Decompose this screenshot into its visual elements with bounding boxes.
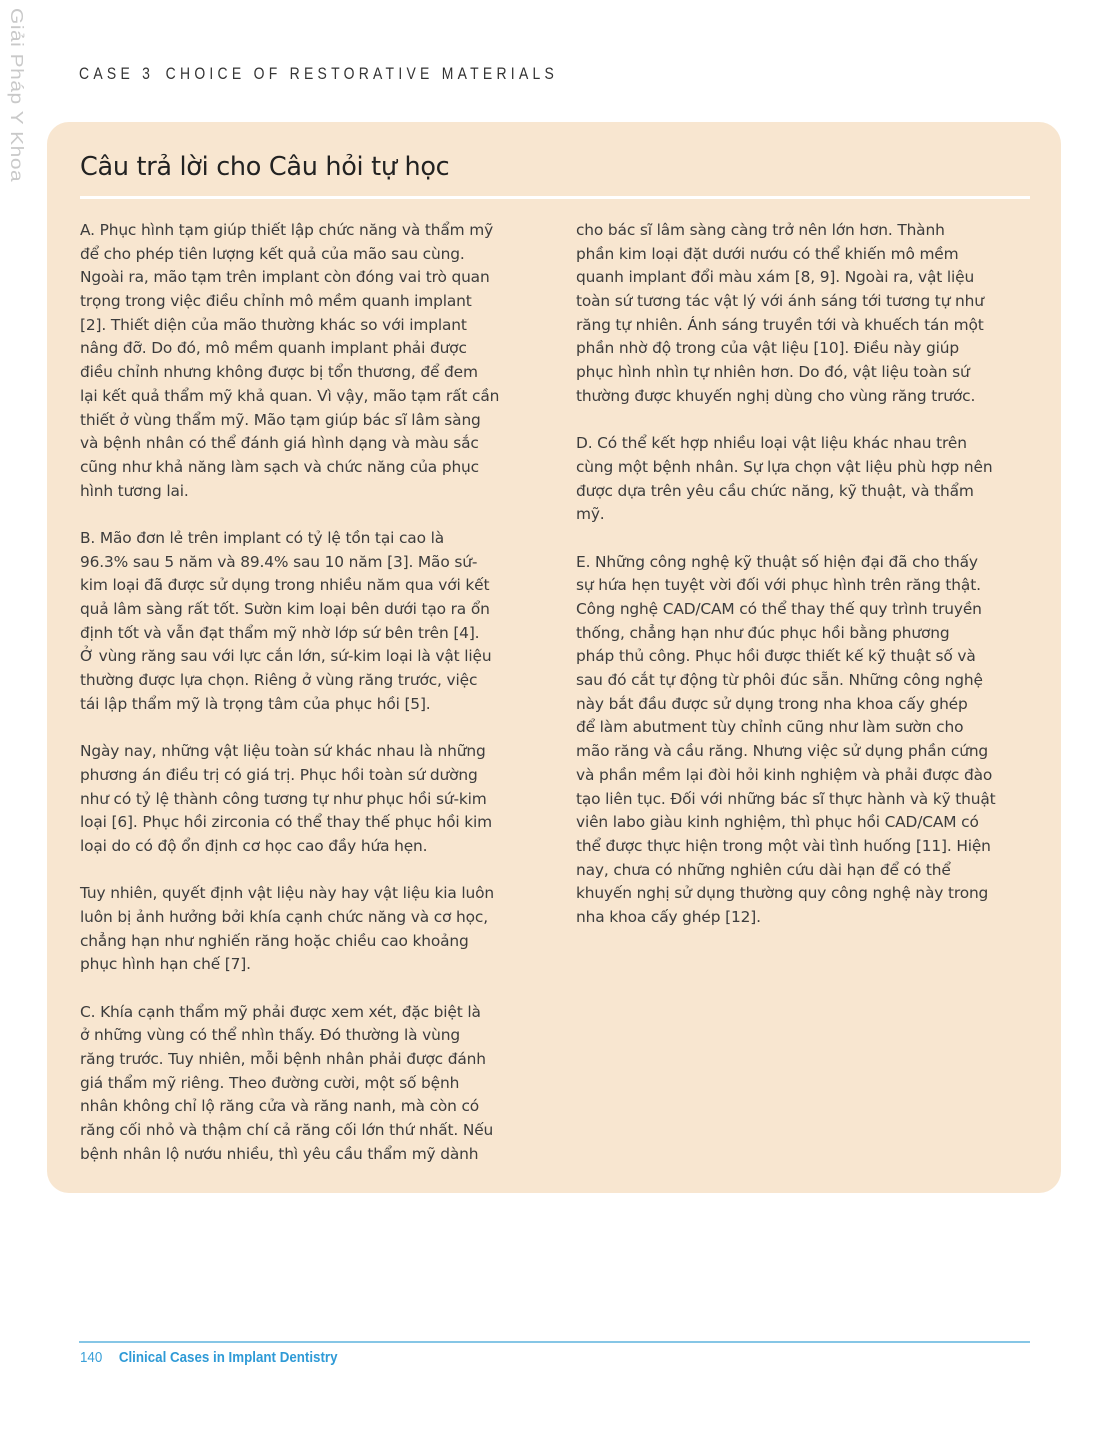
text-line: phần nhờ độ trong của vật liệu [10]. Điều này giúp [576, 339, 959, 358]
text-line: để làm abutment tùy chỉnh cũng như làm sườn cho [576, 718, 964, 737]
text-line: B. Mão đơn lẻ trên implant có tỷ lệ tồn tại cao là [80, 528, 444, 547]
text-line: Ngày nay, những vật liệu toàn sứ khác nhau là những [80, 742, 486, 761]
text-line: cùng một bệnh nhân. Sự lựa chọn vật liệu phù hợp nên [576, 457, 993, 476]
text-line: cho bác sĩ lâm sàng càng trở nên lớn hơn. Thành [576, 221, 945, 239]
text-line: và bệnh nhân có thể đánh giá hình dạng và màu sắc [80, 434, 479, 453]
page-number: 140 [80, 1350, 103, 1366]
text-line: toàn sứ tương tác vật lý với ánh sáng tới tương tự như [576, 292, 984, 311]
heading-divider [80, 196, 1030, 199]
text-line: loại do có độ ổn định cơ học cao đầy hứa hẹn. [80, 836, 428, 855]
text-line: mỹ. [576, 505, 605, 524]
text-line: phần kim loại đặt dưới nướu có thể khiến mô mềm [576, 244, 959, 263]
text-line: phục hình nhìn tự nhiên hơn. Do đó, vật liệu toàn sứ [576, 363, 970, 382]
text-line: ở những vùng có thể nhìn thấy. Đó thường là vùng [80, 1026, 460, 1045]
text-line: pháp thủ công. Phục hồi được thiết kế kỹ thuật số và [576, 647, 976, 666]
text-line: khuyến nghị sử dụng thường quy công nghệ này trong [576, 884, 989, 903]
text-line: A. Phục hình tạm giúp thiết lập chức năng và thẩm mỹ [80, 221, 494, 239]
text-line: thống, chẳng hạn như đúc phục hồi bằng phương [576, 623, 950, 642]
answer-box-heading: Câu trả lời cho Câu hỏi tự học [80, 152, 450, 182]
text-line: chẳng hạn như nghiến răng hoặc chiều cao khoảng [80, 931, 469, 950]
paragraph [80, 740, 550, 858]
text-line: hình tương lai. [80, 481, 189, 500]
paragraph [576, 551, 1046, 930]
right-column [576, 219, 1046, 953]
text-line: viên labo giàu kinh nghiệm, thì phục hồi CAD/CAM có [576, 813, 979, 832]
text-line: kim loại đã được sử dụng trong nhiều năm qua với kết [80, 576, 490, 595]
text-line: quanh implant đổi màu xám [8, 9]. Ngoài ra, vật liệu [576, 268, 975, 287]
book-title: Clinical Cases in Implant Dentistry [118, 1350, 338, 1366]
text-line: thể được thực hiện trong một vài tình huống [11]. Hiện [576, 836, 991, 855]
text-line: Ở vùng răng sau với lực cắn lớn, sứ-kim loại là vật liệu [80, 647, 492, 666]
paragraph [80, 882, 550, 977]
text-line: như có tỷ lệ thành công tương tự như phục hồi sứ-kim [80, 789, 487, 808]
footer-divider [79, 1341, 1030, 1343]
text-line: nâng đỡ. Do đó, mô mềm quanh implant phải được [80, 339, 467, 358]
text-line: luôn bị ảnh hưởng bởi khía cạnh chức năng và cơ học, [80, 907, 488, 926]
paragraph [576, 432, 1046, 527]
paragraph [80, 527, 550, 717]
text-line: định tốt và vẫn đạt thẩm mỹ nhờ lớp sứ bên trên [4]. [80, 623, 480, 642]
text-line: bệnh nhân lộ nướu nhiều, thì yêu cầu thẩm mỹ dành [80, 1144, 479, 1163]
text-line: trọng trong việc điều chỉnh mô mềm quanh implant [80, 292, 472, 311]
paragraph [80, 1001, 550, 1167]
text-line: mão răng và cầu răng. Nhưng việc sử dụng phần cứng [576, 742, 989, 761]
text-line: được dựa trên yêu cầu chức năng, kỹ thuật, và thẩm [576, 481, 974, 500]
text-line: cũng như khả năng làm sạch và chức năng của phục [80, 457, 479, 476]
case-label: CASE 3 [79, 64, 155, 83]
text-line: quả lâm sàng rất tốt. Sườn kim loại bên dưới tạo ra ổn [80, 600, 490, 618]
text-line: 96.3% sau 5 năm và 89.4% sau 10 năm [3]. Mão sứ- [80, 552, 478, 571]
text-line: nha khoa cấy ghép [12]. [576, 907, 761, 926]
text-line: [2]. Thiết diện của mão thường khác so với implant [80, 315, 467, 334]
text-line: thường được lựa chọn. Riêng ở vùng răng trước, việc [80, 671, 478, 690]
text-line: để cho phép tiên lượng kết quả của mão sau cùng. [80, 244, 465, 263]
text-line: nhân không chỉ lộ răng cửa và răng nanh, mà còn có [80, 1097, 480, 1116]
paragraph [80, 219, 550, 503]
footer [80, 1350, 338, 1366]
watermark: Giải Pháp Y Khoa [6, 8, 27, 183]
text-line: E. Những công nghệ kỹ thuật số hiện đại đã cho thấy [576, 552, 978, 571]
text-line: Tuy nhiên, quyết định vật liệu này hay vật liệu kia luôn [80, 884, 495, 903]
text-line: sau đó cắt tự động từ phôi đúc sẵn. Những công nghệ [576, 671, 983, 690]
text-line: và phần mềm lại đòi hỏi kinh nghiệm và phải được đào [576, 765, 993, 784]
text-line: phục hình hạn chế [7]. [80, 955, 251, 974]
text-line: phương án điều trị có giá trị. Phục hồi toàn sứ dường [80, 765, 478, 784]
text-line: răng tự nhiên. Ánh sáng truyền tới và khuếch tán một [576, 315, 984, 334]
text-line: D. Có thể kết hợp nhiều loại vật liệu khác nhau trên [576, 434, 967, 453]
running-head [79, 64, 558, 84]
left-column [80, 219, 550, 1190]
text-line: thường được khuyến nghị dùng cho vùng răng trước. [576, 386, 976, 405]
text-line: răng trước. Tuy nhiên, mỗi bệnh nhân phải được đánh [80, 1050, 486, 1069]
paragraph [576, 219, 1046, 409]
text-line: tái lập thẩm mỹ là trọng tâm của phục hồi [5]. [80, 694, 431, 713]
text-line: Ngoài ra, mão tạm trên implant còn đóng vai trò quan [80, 268, 490, 287]
text-line: giá thẩm mỹ riêng. Theo đường cười, một số bệnh [80, 1073, 460, 1092]
text-line: nay, chưa có những nghiên cứu dài hạn để có thể [576, 860, 951, 879]
text-line: lại kết quả thẩm mỹ khả quan. Vì vậy, mão tạm rất cần [80, 386, 500, 405]
text-line: điều chỉnh nhưng không được bị tổn thương, để đem [80, 363, 478, 382]
text-line: C. Khía cạnh thẩm mỹ phải được xem xét, đặc biệt là [80, 1002, 481, 1021]
text-line: này bắt đầu được sử dụng trong nha khoa cấy ghép [576, 694, 968, 713]
text-line: thiết ở vùng thẩm mỹ. Mão tạm giúp bác sĩ lâm sàng [80, 410, 481, 429]
text-line: loại [6]. Phục hồi zirconia có thể thay thế phục hồi kim [80, 813, 492, 832]
text-line: răng cối nhỏ và thậm chí cả răng cối lớn thứ nhất. Nếu [80, 1121, 494, 1140]
text-line: sự hứa hẹn tuyệt vời đối với phục hình trên răng thật. [576, 576, 981, 595]
chapter-title: CHOICE OF RESTORATIVE MATERIALS [165, 64, 559, 83]
text-line: tạo liên tục. Đối với những bác sĩ thực hành và kỹ thuật [576, 789, 996, 808]
text-line: Công nghệ CAD/CAM có thể thay thế quy trình truyền [576, 600, 982, 618]
